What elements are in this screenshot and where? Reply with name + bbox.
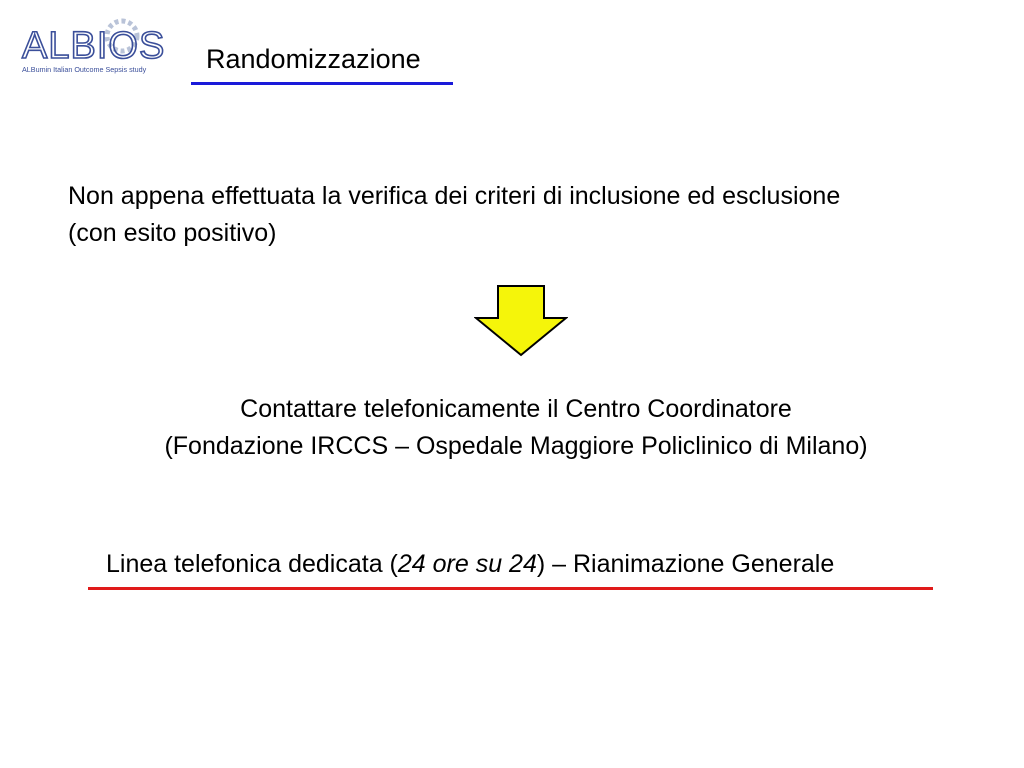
page-title: Randomizzazione (206, 44, 421, 74)
phone-underline (88, 587, 933, 590)
down-arrow-icon (474, 284, 568, 358)
albios-logo (20, 14, 170, 84)
phone-line (106, 546, 834, 583)
logo-wordmark: ALBIOS (22, 25, 166, 67)
phone-line-suffix: ) – Rianimazione Generale (536, 550, 835, 578)
contact-line-2: (Fondazione IRCCS – Ospedale Maggiore Policlinico di Milano) (164, 432, 868, 460)
intro-line-2: (con esito positivo) (68, 219, 277, 247)
contact-line-1: Contattare telefonicamente il Centro Coordinatore (240, 395, 792, 423)
title-underline (191, 82, 453, 85)
intro-text (68, 178, 1024, 252)
phone-line-hours: 24 ore su 24 (397, 550, 537, 578)
contact-block (0, 391, 1024, 465)
logo-subtitle: ALBumin Italian Outcome Sepsis study (22, 65, 147, 74)
intro-line-1: Non appena effettuata la verifica dei criteri di inclusione ed esclusione (68, 182, 841, 210)
phone-line-prefix: Linea telefonica dedicata ( (106, 550, 398, 578)
albios-logo-graphic (20, 14, 170, 84)
